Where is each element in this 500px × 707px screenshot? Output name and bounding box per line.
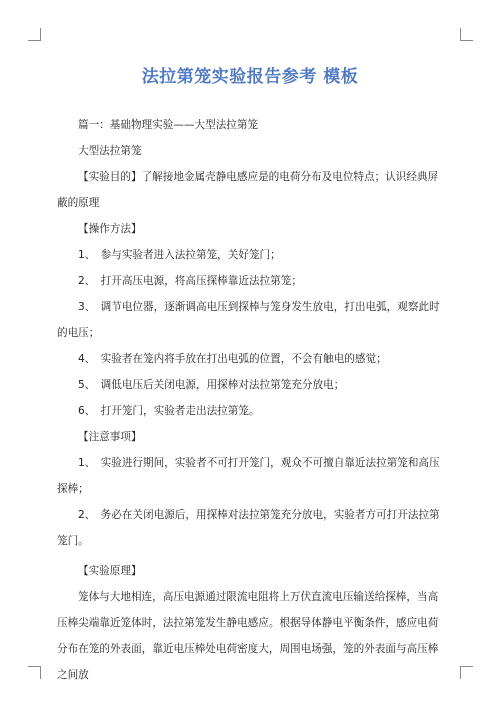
note-1: 1、 实验进行期间，实验者不可打开笼门，观众不可擅自靠近法拉第笼和高压探棒； (57, 457, 440, 495)
document-title: 法拉第笼实验报告参考 模板 (141, 67, 359, 87)
heading-method: 【操作方法】 (78, 223, 142, 235)
step-5: 5、 调低电压后关闭电源，用探棒对法拉第笼充分放电； (78, 379, 345, 391)
heading-notes: 【注意事项】 (78, 431, 142, 443)
step-6: 6、 打开笼门，实验者走出法拉第笼。 (78, 405, 260, 417)
step-1: 1、 参与实验者进入法拉第笼，关好笼门； (78, 249, 281, 261)
document-body (57, 112, 443, 688)
crop-mark-top-right (460, 28, 473, 41)
step-2: 2、 打开高压电源，将高压探棒靠近法拉第笼； (78, 275, 302, 287)
paragraph-purpose: 【实验目的】了解接地金属壳静电感应是的电荷分布及电位特点；认识经典屏蔽的原理 (57, 171, 439, 209)
crop-mark-top-left (28, 28, 41, 41)
crop-mark-bottom-left (28, 666, 41, 679)
step-3: 3、 调节电位器，逐渐调高电压到探棒与笼身发生放电，打出电弧，观察此时的电压； (57, 301, 440, 339)
heading-principle: 【实验原理】 (78, 565, 142, 577)
section-heading: 篇一：基础物理实验——大型法拉第笼 (78, 119, 259, 131)
step-4: 4、 实验者在笼内将手放在打出电弧的位置，不会有触电的感觉； (78, 353, 387, 365)
paragraph-principle: 笼体与大地相连，高压电源通过限流电阻将上万伏直流电压输送给探棒，当高压棒尖端靠近笼体时，法拉第笼发生静电感应。根据导体静电平衡条件，感应电荷分布在笼的外表面，靠近电压棒处电荷密度大，周围电场强，笼的外表面与高压棒之间放 (57, 591, 439, 681)
note-2: 2、 务必在关闭电源后，用探棒对法拉第笼充分放电，实验者方可打开法拉第笼门。 (57, 509, 440, 547)
subtitle: 大型法拉第笼 (78, 145, 142, 157)
crop-mark-bottom-right (460, 666, 473, 679)
